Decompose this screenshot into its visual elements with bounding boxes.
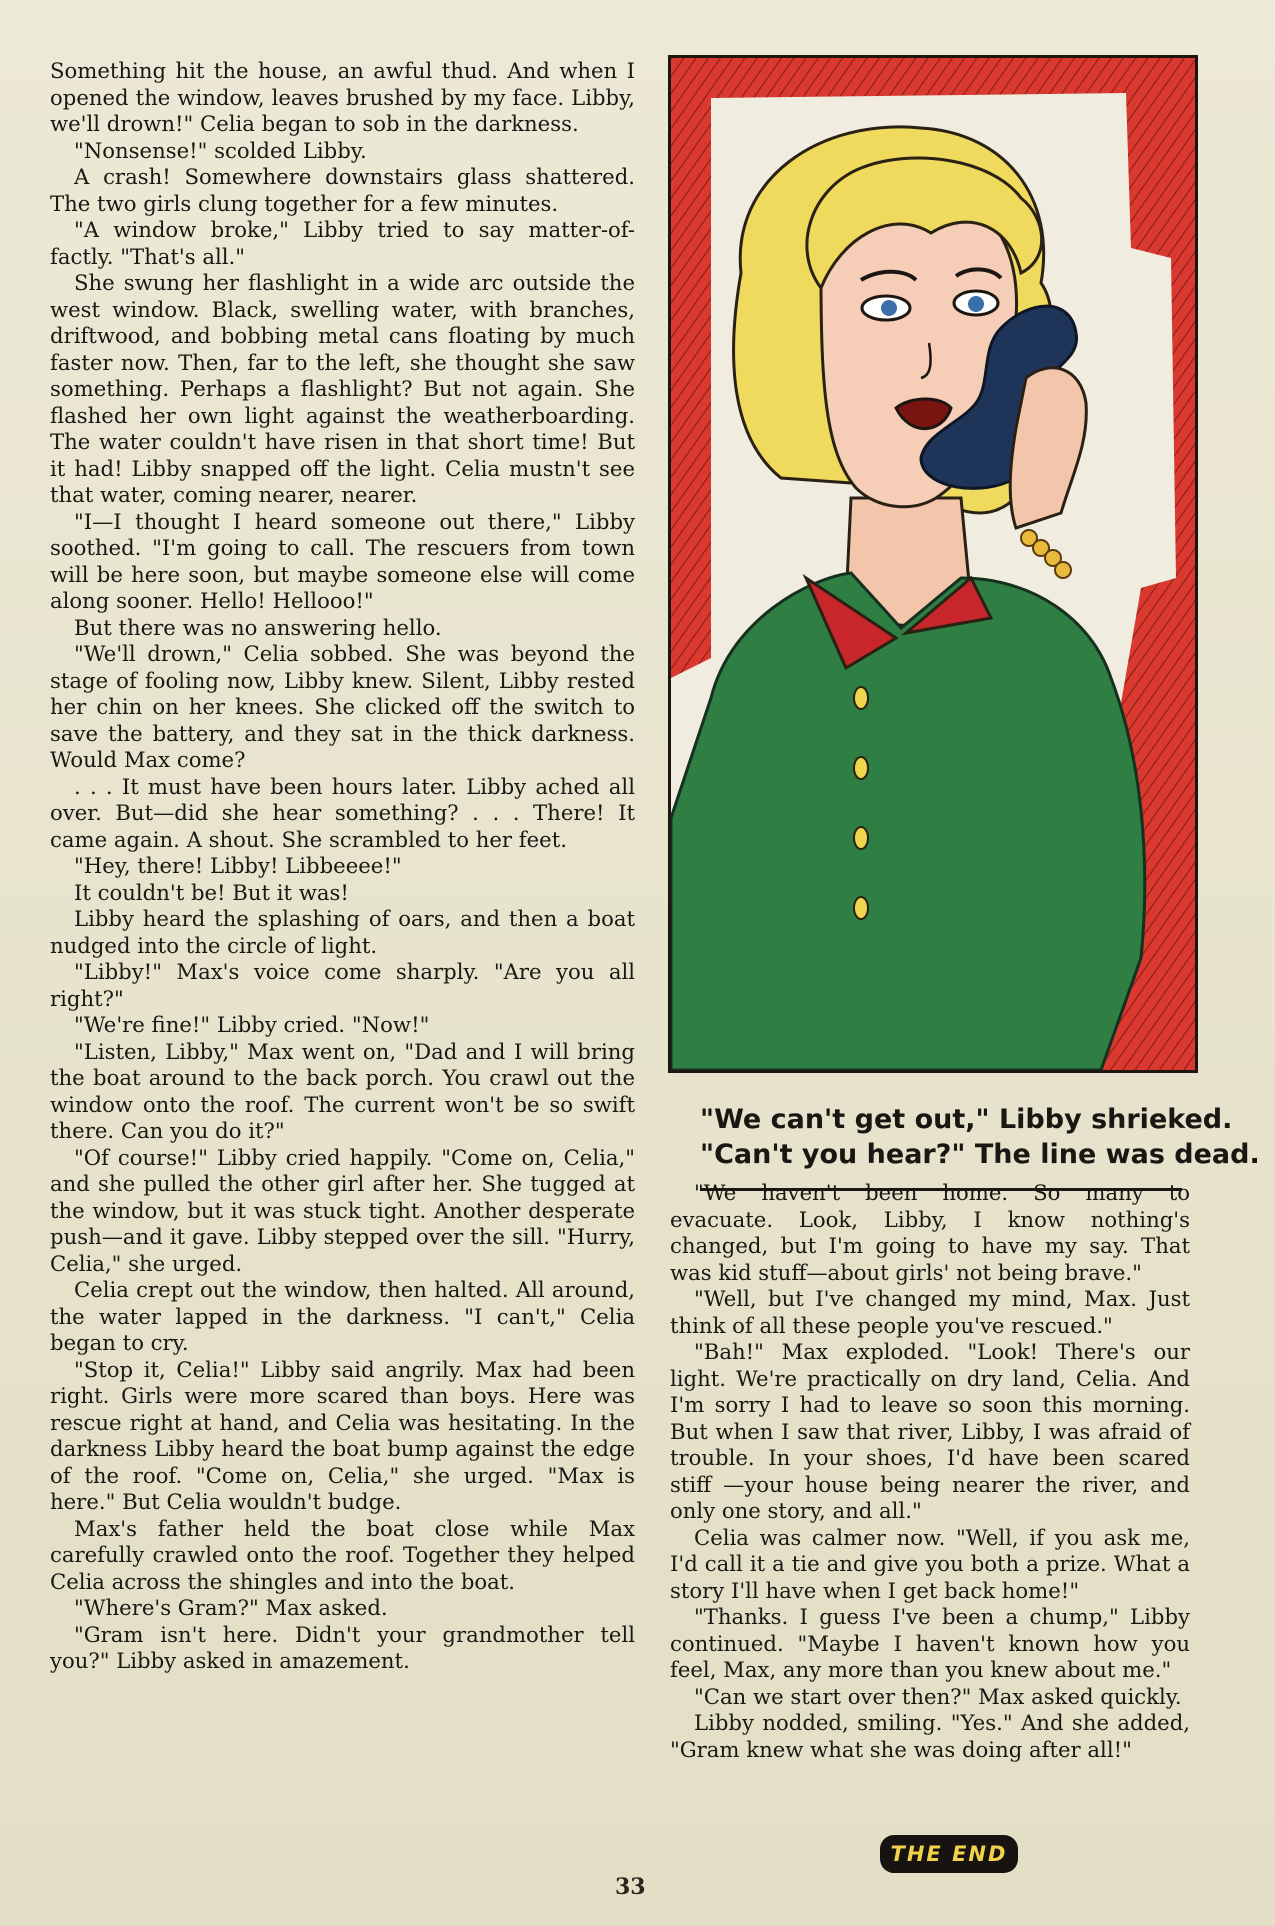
caption-line: "We can't get out," Libby shrieked.	[700, 1104, 1233, 1135]
paragraph: "Stop it, Celia!" Libby said angrily. Max had been right. Girls were more scared than boys. Here was rescue right at hand, and Celia was hesitating. In the darkness Libby heard the boat bump against the edge of the roof. "Come on, Celia," she urged. "Max is here." But Celia wouldn't budge.	[50, 1356, 635, 1514]
paragraph: "We'll drown," Celia sobbed. She was beyond the stage of fooling now, Libby knew. Silent, Libby rested her chin on her knees. She clicked off the switch to save the battery, and they sat in the thick darkness. Would Max come?	[50, 641, 635, 772]
paragraph: "Nonsense!" scolded Libby.	[74, 137, 367, 163]
paragraph: "Bah!" Max exploded. "Look! There's our light. We're practically on dry land, Celia. And I'm sorry I had to leave so soon this morning. But when I saw that river, Libby, I was afraid of trouble. In your shoes, I'd have been scared stiff —your house being nearer the river, and only one story, and all."	[670, 1339, 1190, 1523]
paragraph: "I—I thought I heard someone out there," Libby soothed. "I'm going to call. The rescuers from town will be here soon, but maybe someone else will come along sooner. Hello! Hellooo!"	[50, 508, 635, 613]
paragraph: "We haven't been home. So many to evacuate. Look, Libby, I know nothing's changed, but I'm going to have my say. That was kid stuff—about girls' not being brave."	[670, 1180, 1190, 1285]
page-number: 33	[615, 1874, 646, 1900]
paragraph: "Hey, there! Libby! Libbeeee!"	[74, 853, 402, 878]
paragraph: "Gram isn't here. Didn't your grandmother tell you?" Libby asked in amazement.	[50, 1621, 635, 1673]
paragraph: "Where's Gram?" Max asked.	[74, 1595, 388, 1620]
paragraph: . . . It must have been hours later. Libby ached all over. But—did she hear something? . . . There! It came again. A shout. She scrambled to her feet.	[50, 773, 635, 852]
paragraph: "Of course!" Libby cried happily. "Come on, Celia," and she pulled the other girl after her. She tugged at the window, but it was stuck tight. Another desperate push—and it gave. Libby stepped over the sill. "Hurry, Celia," she urged.	[50, 1144, 635, 1276]
paragraph: "Thanks. I guess I've been a chump," Libby continued. "Maybe I haven't known how you feel, Max, any more than you knew about me."	[670, 1604, 1190, 1682]
the-end-badge: THE END	[880, 1835, 1018, 1873]
paragraph: "Listen, Libby," Max went on, "Dad and I will bring the boat around to the back porch. You crawl out the window onto the roof. The current won't be so swift there. Can you do it?"	[50, 1038, 635, 1143]
paragraph: Libby heard the splashing of oars, and then a boat nudged into the circle of light.	[50, 906, 635, 958]
story-text-left-column	[50, 58, 635, 1675]
paragraph: "We're fine!" Libby cried. "Now!"	[74, 1012, 430, 1037]
comic-panel-girl-on-phone	[668, 55, 1198, 1073]
paragraph: Libby nodded, smiling. "Yes." And she added, "Gram knew what she was doing after all!"	[670, 1710, 1190, 1762]
paragraph: She swung her flashlight in a wide arc outside the west window. Black, swelling water, with branches, driftwood, and bobbing metal cans floating by much faster now. Then, far to the left, she thought she saw something. Perhaps a flashlight? But not again. She flashed her own light against the weatherboarding. The water couldn't have risen in that short time! But it had! Libby snapped off the light. Celia mustn't see that water, coming nearer, nearer.	[50, 270, 635, 507]
panel-caption	[700, 1102, 1260, 1172]
paragraph: Max's father held the boat close while Max carefully crawled onto the roof. Together they helped Celia across the shingles and into the boat.	[50, 1515, 635, 1594]
paragraph: "A window broke," Libby tried to say matter-of-factly. "That's all."	[50, 217, 635, 269]
paragraph: It couldn't be! But it was!	[74, 879, 349, 905]
paragraph: "Can we start over then?" Max asked quickly.	[694, 1683, 1182, 1709]
paragraph: Something hit the house, an awful thud. And when I opened the window, leaves brushed by my face. Libby, we'll drown!" Celia began to sob in the darkness.	[50, 58, 635, 136]
paragraph: "Libby!" Max's voice come sharply. "Are you all right?"	[50, 959, 635, 1011]
paragraph: A crash! Somewhere downstairs glass shattered. The two girls clung together for a few minutes.	[50, 164, 635, 216]
story-text-right-column	[670, 1180, 1190, 1763]
paragraph: But there was no answering hello.	[74, 614, 442, 640]
paragraph: Celia crept out the window, then halted. All around, the water lapped in the darkness. "I can't," Celia began to cry.	[50, 1277, 635, 1355]
paragraph: "Well, but I've changed my mind, Max. Just think of all these people you've rescued."	[670, 1286, 1190, 1338]
caption-line: "Can't you hear?" The line was dead.	[700, 1139, 1260, 1170]
paragraph: Celia was calmer now. "Well, if you ask me, I'd call it a tie and give you both a prize. What a story I'll have when I get back home!"	[670, 1524, 1190, 1603]
